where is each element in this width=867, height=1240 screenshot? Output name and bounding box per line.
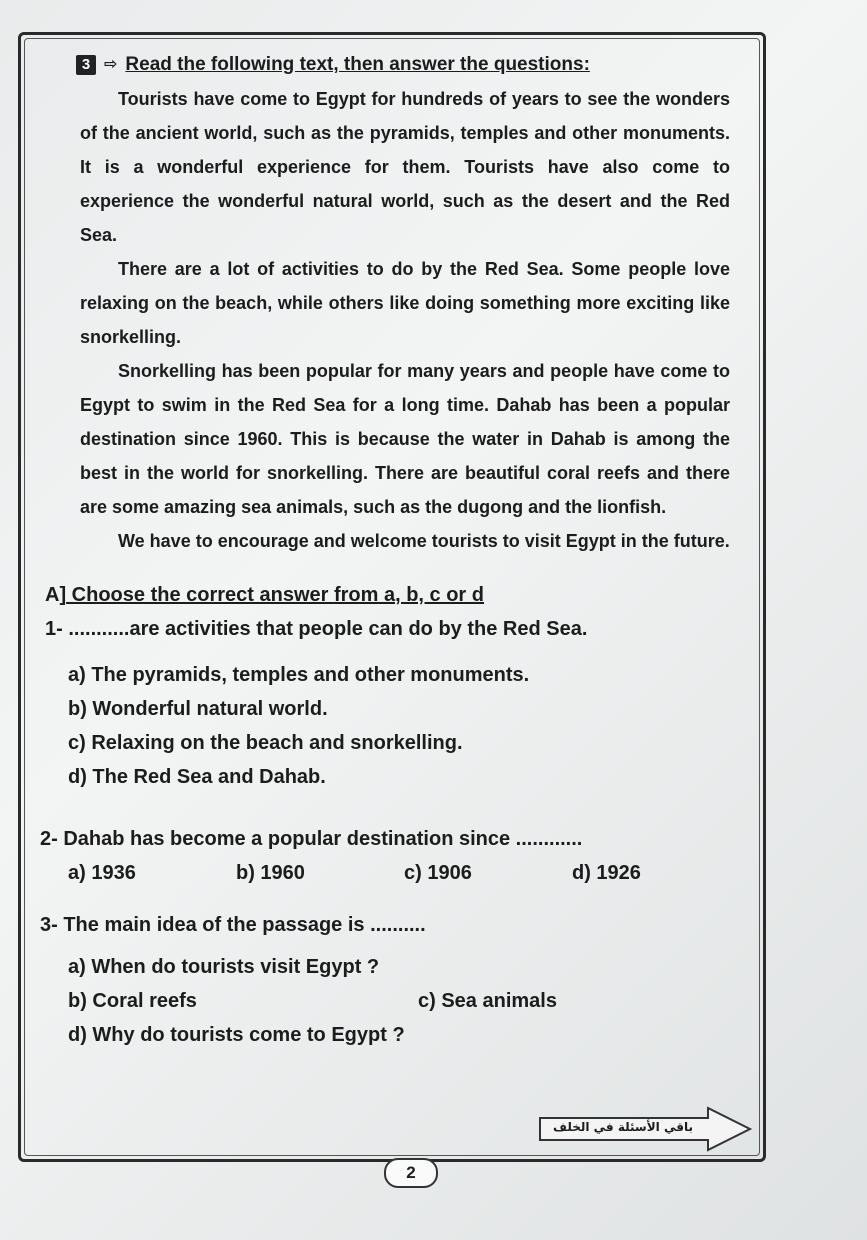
question-1-options [40,658,740,794]
passage-paragraph-4 [40,524,740,558]
question-2-stem: 2- Dahab has become a popular destination since ............ [40,828,583,850]
turn-over-label: باقي الأسئلة في الخلف [553,1120,693,1134]
q2-option-d[interactable]: d) 1926 [572,862,641,884]
question-2-options [40,856,740,890]
q3-option-a[interactable]: a) When do tourists visit Egypt ? [68,956,380,978]
arrow-icon: ⇨ [104,56,118,73]
q1-option-c[interactable]: c) Relaxing on the beach and snorkelling. [68,732,463,754]
question-3-options [40,950,740,1052]
question-1-stem: 1- ...........are activities that people can do by the Red Sea. [45,618,588,640]
q1-option-a[interactable]: a) The pyramids, temples and other monuments. [68,664,530,686]
question-3-stem: 3- The main idea of the passage is .......... [40,914,426,936]
passage-paragraph-2 [40,252,740,354]
q3-options-row [68,984,740,1018]
q2-option-c[interactable]: c) 1906 [404,862,472,884]
section-a-prefix: A] [45,584,67,606]
q1-option-b[interactable]: b) Wonderful natural world. [68,698,328,720]
section-a-heading [40,578,740,612]
q3-option-d[interactable]: d) Why do tourists come to Egypt ? [68,1024,405,1046]
passage-paragraph-1 [40,82,740,252]
q2-option-a[interactable]: a) 1936 [68,862,136,884]
q1-option-d[interactable]: d) The Red Sea and Dahab. [68,766,326,788]
q2-option-b[interactable]: b) 1960 [236,862,305,884]
question-header [76,48,740,82]
q3-option-b[interactable]: b) Coral reefs [68,990,197,1012]
question-number-badge: 3 [76,55,96,75]
passage-text-3: Snorkelling has been popular for many years and people have come to Egypt to swim in the Red Sea for a long time. Dahab has been a popular destination since 1960. This is because the water in Dahab is among the best in the world for snorkelling. There are beautiful coral reefs and there are some amazing sea animals, such as the dugong and the lionfish. [80,361,730,517]
section-a-title: Choose the correct answer from a, b, c or d [66,584,484,606]
passage-text-1: Tourists have come to Egypt for hundreds of years to see the wonders of the ancient world, such as the pyramids, temples and other monuments. It is a wonderful experience for them. Tourists have also come to experience the wonderful natural world, such as the desert and the Red Sea. [80,89,730,245]
question-title: Read the following text, then answer the questions: [125,54,590,75]
worksheet-content [40,48,740,1052]
passage-paragraph-3 [40,354,740,524]
passage-text-4: We have to encourage and welcome tourists to visit Egypt in the future. [118,531,730,551]
q3-option-c[interactable]: c) Sea animals [418,990,557,1012]
passage-text-2: There are a lot of activities to do by the Red Sea. Some people love relaxing on the beach, while others like doing something more exciting like snorkelling. [80,259,730,347]
page-number: 2 [384,1158,438,1188]
